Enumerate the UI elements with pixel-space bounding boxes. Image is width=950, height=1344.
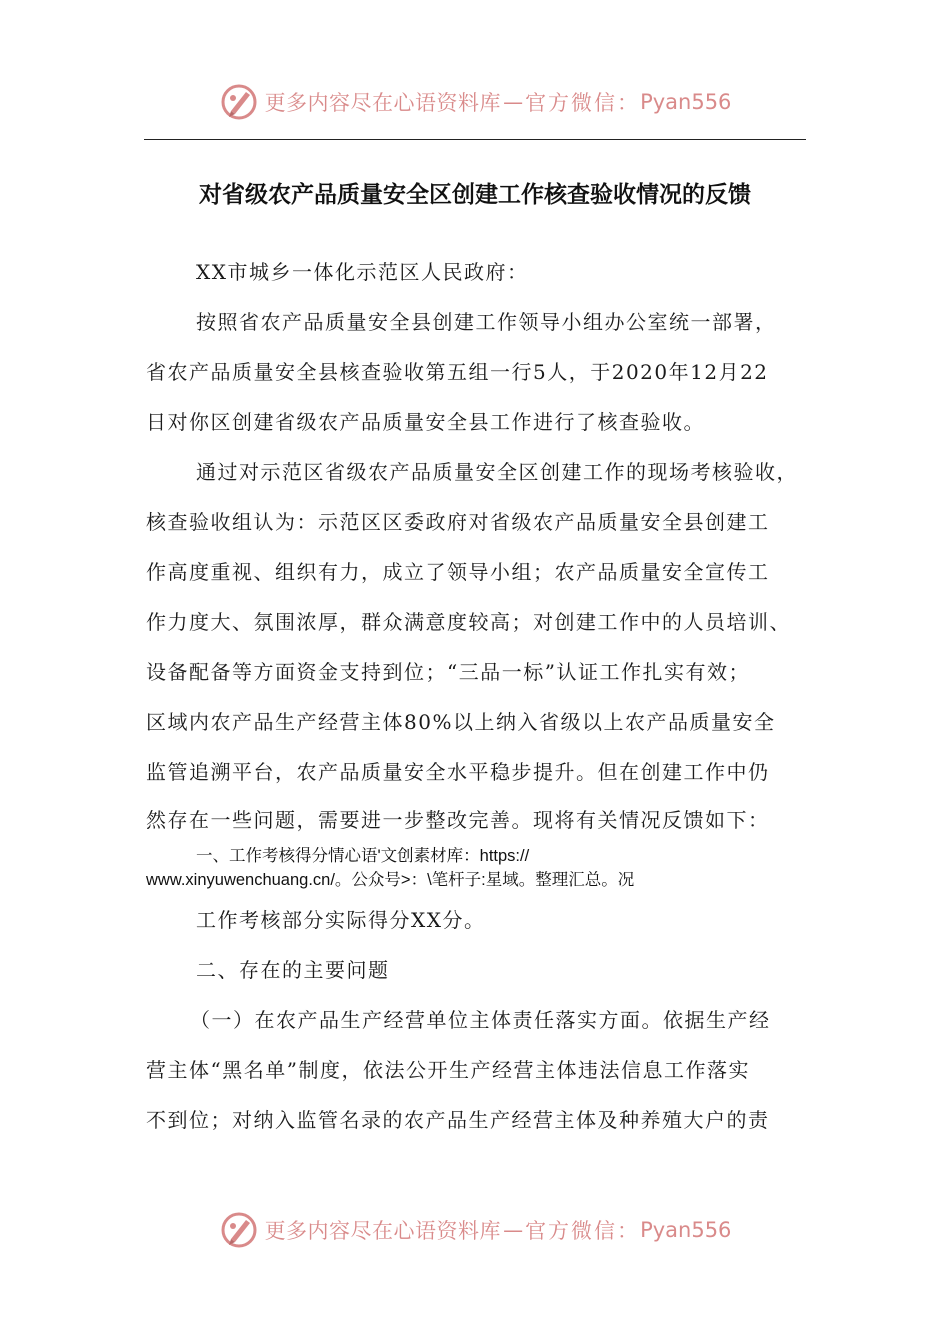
- watermark-wechat-label: 官方微信：: [525, 91, 641, 115]
- body-line: 不到位；对纳入监管名录的农产品生产经营主体及种养殖大户的责: [146, 1108, 770, 1132]
- footer-watermark: [0, 1208, 950, 1252]
- watermark-wechat-id: Pyan556: [640, 90, 732, 114]
- watermark-dash: —: [503, 1218, 524, 1242]
- body-line: 日对你区创建省级农产品质量安全县工作进行了核查验收。: [146, 410, 705, 434]
- watermark-dash: —: [503, 90, 524, 114]
- body-line: 作高度重视、组织有力，成立了领导小组；农产品质量安全宣传工: [146, 560, 770, 584]
- body-line: 营主体“黑名单”制度，依法公开生产经营主体违法信息工作落实: [146, 1058, 750, 1082]
- pen-logo-icon: [219, 1210, 259, 1250]
- body-line: 按照省农产品质量安全县创建工作领导小组办公室统一部署，: [196, 310, 777, 334]
- subsection-heading: （一）在农产品生产经营单位主体责任落实方面。依据生产经: [190, 1008, 771, 1032]
- pen-logo-icon: [219, 82, 259, 122]
- watermark-wechat-id: Pyan556: [640, 1218, 732, 1242]
- body-line: 省农产品质量安全县核查验收第五组一行5人，于2020年12月22: [146, 360, 769, 384]
- watermark-text: 更多内容尽在心语资料库: [264, 91, 502, 115]
- body-line: 然存在一些问题，需要进一步整改完善。现将有关情况反馈如下：: [146, 808, 770, 832]
- section-heading-1: 一、工作考核得分情心语'文创素材库：https://: [196, 847, 530, 865]
- header-divider: [144, 139, 806, 140]
- body-line: 设备配备等方面资金支持到位；“三品一标”认证工作扎实有效；: [146, 660, 750, 684]
- watermark-text: 更多内容尽在心语资料库: [264, 1219, 502, 1243]
- body-line: 核查验收组认为：示范区区委政府对省级农产品质量安全县创建工: [146, 510, 770, 534]
- body-line: 区域内农产品生产经营主体80%以上纳入省级以上农产品质量安全: [146, 710, 776, 734]
- watermark-wechat-label: 官方微信：: [525, 1219, 641, 1243]
- salutation-line: XX市城乡一体化示范区人民政府：: [196, 260, 529, 284]
- body-line: 通过对示范区省级农产品质量安全区创建工作的现场考核验收，: [196, 460, 798, 484]
- body-line: 工作考核部分实际得分XX分。: [196, 908, 486, 932]
- body-line: 作力度大、氛围浓厚，群众满意度较高；对创建工作中的人员培训、: [146, 610, 791, 634]
- header-watermark: [0, 80, 950, 124]
- body-line: 监管追溯平台，农产品质量安全水平稳步提升。但在创建工作中仍: [146, 760, 770, 784]
- document-title: 对省级农产品质量安全区创建工作核查验收情况的反馈: [199, 182, 751, 208]
- section-heading-1-cont: www.xinyuwenchuang.cn/。公众号>：\笔杆子:星域。整理汇总。况: [146, 871, 635, 889]
- section-heading-2: 二、存在的主要问题: [196, 958, 390, 982]
